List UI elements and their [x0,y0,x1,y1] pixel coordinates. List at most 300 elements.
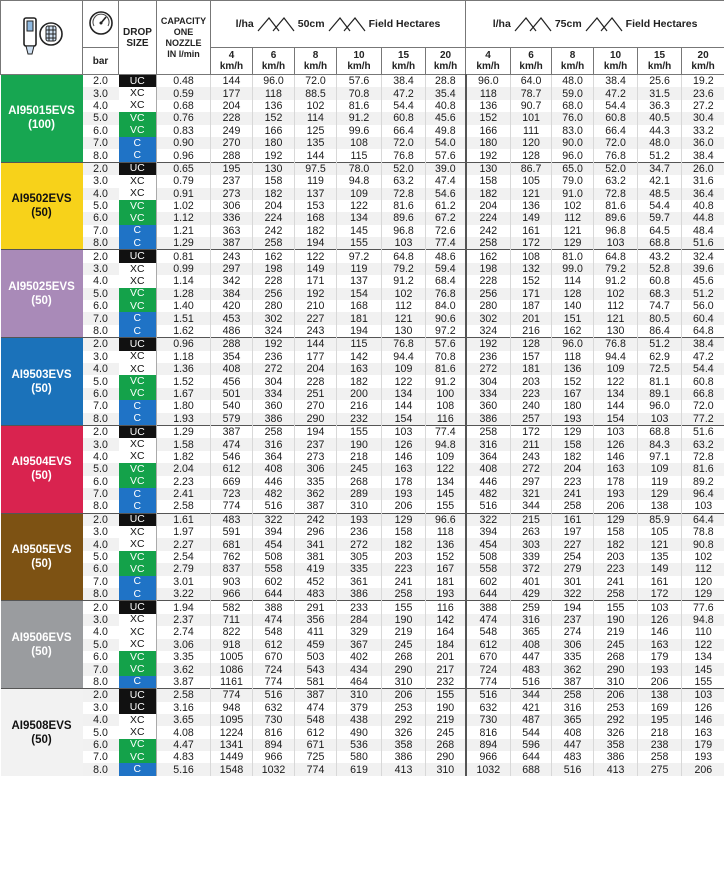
rate-cell: 421 [511,702,552,714]
rate-cell: 96.0 [638,400,682,412]
rate-cell: 84.0 [426,300,466,312]
rate-cell: 240 [511,400,552,412]
rate-cell: 216 [511,325,552,338]
rate-cell: 206 [594,500,638,513]
nozzle-mesh: (50) [31,470,52,483]
rate-cell: 193 [552,413,594,426]
pressure-cell: 6.0 [83,212,119,224]
rate-cell: 40.8 [426,100,466,112]
table-row [1,388,724,400]
rate-cell: 966 [466,751,511,763]
rate-cell: 263 [511,526,552,538]
rate-cell: 111 [511,125,552,137]
rate-cell: 64.4 [682,513,724,526]
rate-cell: 344 [511,689,552,702]
pressure-cell: 2.0 [83,75,119,88]
drop-size-badge: C [119,500,157,513]
table-row [1,125,724,137]
rate-cell: 275 [638,763,682,775]
rate-cell: 144 [594,400,638,412]
rate-cell: 193 [382,488,426,500]
rate-cell: 54.4 [682,363,724,375]
rate-cell: 516 [253,500,295,513]
rate-cell: 177 [211,87,253,99]
rate-cell: 81.0 [552,250,594,263]
rate-cell: 253 [594,702,638,714]
rate-cell: 258 [466,237,511,250]
capacity-cell: 1.80 [157,400,211,412]
rate-cell: 38.4 [382,75,426,88]
capacity-cell: 0.81 [157,250,211,263]
rate-cell: 194 [295,237,337,250]
table-row [1,137,724,149]
rate-cell: 79.2 [382,263,426,275]
rate-cell: 482 [466,488,511,500]
drop-size-badge: VC [119,463,157,475]
rate-cell: 136 [511,200,552,212]
rate-cell: 63.2 [594,175,638,187]
rate-cell: 474 [253,614,295,626]
rate-cell: 72.0 [594,137,638,149]
rate-cell: 70.8 [337,87,382,99]
pressure-cell: 4.0 [83,451,119,463]
rate-cell: 120 [682,576,724,588]
capacity-cell: 1.02 [157,200,211,212]
rate-cell: 144 [295,149,337,162]
capacity-cell: 1.67 [157,388,211,400]
rate-cell: 122 [426,463,466,475]
rate-cell: 218 [638,726,682,738]
rate-cell: 242 [466,225,511,237]
rate-cell: 245 [382,639,426,651]
capacity-cell: 2.58 [157,500,211,513]
rate-cell: 387 [295,500,337,513]
rate-cell: 136 [426,538,466,550]
rate-cell: 501 [211,388,253,400]
rate-cell: 63.2 [682,438,724,450]
rate-cell: 358 [382,739,426,751]
table-row [1,87,724,99]
nozzle-model-name: AI9508EVS [11,719,72,732]
pressure-cell: 8.0 [83,325,119,338]
rate-cell: 162 [552,325,594,338]
rate-cell: 360 [466,400,511,412]
rate-cell: 76.8 [382,338,426,351]
pressure-cell: 5.0 [83,463,119,475]
capacity-cell: 0.68 [157,100,211,112]
table-row [1,714,724,726]
rate-cell: 292 [594,714,638,726]
rate-cell: 558 [466,563,511,575]
capacity-cell: 4.83 [157,751,211,763]
rate-cell: 354 [211,351,253,363]
rate-cell: 192 [466,338,511,351]
rate-cell: 119 [638,476,682,488]
drop-size-badge: UC [119,601,157,614]
rate-cell: 223 [511,388,552,400]
rate-cell: 51.2 [638,149,682,162]
rate-cell: 179 [682,739,724,751]
rate-cell: 132 [511,263,552,275]
capacity-cell: 2.04 [157,463,211,475]
rate-cell: 602 [253,576,295,588]
drop-size-badge: VC [119,651,157,663]
gauge-icon [83,1,119,48]
rate-cell: 612 [295,726,337,738]
rate-cell: 129 [552,425,594,438]
nozzle-mesh: (50) [31,733,52,746]
rate-cell: 145 [337,225,382,237]
table-row [1,112,724,124]
rate-cell: 72.8 [594,188,638,200]
drop-size-badge: XC [119,639,157,651]
rate-cell: 42.1 [638,175,682,187]
pressure-cell: 5.0 [83,375,119,387]
rate-cell: 47.2 [382,87,426,99]
rate-cell: 408 [552,726,594,738]
rate-cell: 259 [511,601,552,614]
rate-cell: 364 [253,451,295,463]
rate-cell: 114 [552,275,594,287]
rate-cell: 47.2 [682,351,724,363]
rate-cell: 169 [638,702,682,714]
rate-cell: 966 [253,751,295,763]
rate-cell: 184 [426,639,466,651]
rate-cell: 258 [552,689,594,702]
rate-cell: 134 [682,651,724,663]
capacity-cell: 3.22 [157,588,211,601]
capacity-cell: 1.51 [157,312,211,324]
rate-cell: 302 [466,312,511,324]
rate-cell: 108 [337,137,382,149]
rate-cell: 57.6 [426,338,466,351]
rate-cell: 181 [426,576,466,588]
rate-cell: 644 [253,588,295,601]
rate-cell: 130 [382,325,426,338]
capacity-cell: 4.47 [157,739,211,751]
rate-cell: 182 [295,225,337,237]
rate-cell: 91.0 [552,188,594,200]
rate-cell: 116 [426,413,466,426]
rate-cell: 152 [552,375,594,387]
rate-cell: 401 [511,576,552,588]
rate-cell: 237 [552,614,594,626]
rate-cell: 669 [211,476,253,488]
rate-cell: 386 [594,751,638,763]
capacity-cell: 3.16 [157,702,211,714]
rate-cell: 197 [552,526,594,538]
drop-size-badge: UC [119,162,157,175]
rate-cell: 64.5 [638,225,682,237]
rate-cell: 612 [211,463,253,475]
drop-size-badge: C [119,325,157,338]
rate-cell: 91.2 [426,375,466,387]
rate-cell: 243 [211,250,253,263]
table-row [1,275,724,287]
rate-cell: 166 [253,125,295,137]
rate-cell: 110 [682,626,724,638]
rate-cell: 190 [426,702,466,714]
spacing-label-75: 75cm [554,17,582,30]
rate-cell: 103 [594,237,638,250]
rate-cell: 118 [466,87,511,99]
rate-cell: 89.2 [682,476,724,488]
rate-cell: 152 [511,275,552,287]
speed-header: 15 km/h [638,48,682,75]
rate-cell: 157 [511,351,552,363]
capacity-cell: 0.96 [157,149,211,162]
rate-cell: 447 [511,651,552,663]
rate-cell: 774 [466,676,511,689]
rate-cell: 241 [594,576,638,588]
drop-size-badge: XC [119,714,157,726]
rate-cell: 109 [426,451,466,463]
table-row [1,300,724,312]
rate-cell: 273 [295,451,337,463]
table-row [1,513,724,526]
rate-cell: 187 [511,300,552,312]
rate-cell: 903 [211,576,253,588]
nozzle-model-label [1,75,83,163]
table-row [1,175,724,187]
nozzle-mesh: (50) [31,294,52,307]
rate-cell: 126 [638,614,682,626]
rate-cell: 108 [426,400,466,412]
rate-cell: 342 [211,275,253,287]
rate-cell: 256 [253,288,295,300]
rate-cell: 112 [594,300,638,312]
rate-cell: 434 [337,663,382,675]
rate-cell: 151 [552,312,594,324]
rate-cell: 670 [253,651,295,663]
rate-cell: 66.4 [382,125,426,137]
rate-cell: 192 [253,149,295,162]
rate-cell: 62.9 [638,351,682,363]
rate-cell: 237 [211,175,253,187]
rate-cell: 762 [211,551,253,563]
rate-cell: 193 [426,588,466,601]
rate-cell: 38.4 [682,338,724,351]
rate-cell: 297 [511,476,552,488]
drop-size-badge: XC [119,188,157,200]
rate-cell: 236 [337,526,382,538]
table-row [1,476,724,488]
pressure-cell: 2.0 [83,513,119,526]
capacity-cell: 1.97 [157,526,211,538]
rate-cell: 136 [552,363,594,375]
rate-cell: 203 [511,375,552,387]
drop-size-badge: C [119,413,157,426]
drop-size-badge: VC [119,739,157,751]
pressure-cell: 7.0 [83,576,119,588]
capacity-cell: 1.62 [157,325,211,338]
rate-cell: 91.2 [382,275,426,287]
nozzle-model-name: AI9505EVS [11,544,72,557]
rate-cell: 270 [295,400,337,412]
rate-cell: 155 [337,237,382,250]
rate-cell: 388 [253,601,295,614]
rate-cell: 211 [511,438,552,450]
rate-cell: 39.0 [426,162,466,175]
rate-cell: 140 [552,300,594,312]
rate-cell: 190 [337,438,382,450]
rate-cell: 894 [466,739,511,751]
rate-cell: 335 [337,563,382,575]
rate-cell: 103 [382,237,426,250]
pressure-cell: 8.0 [83,500,119,513]
rate-cell: 237 [295,438,337,450]
rate-cell: 268 [382,651,426,663]
drop-size-badge: C [119,312,157,324]
rate-cell: 194 [295,425,337,438]
rate-cell: 171 [295,275,337,287]
rate-cell: 219 [594,626,638,638]
pressure-cell: 3.0 [83,438,119,450]
rate-cell: 548 [295,714,337,726]
rate-cell: 84.3 [638,438,682,450]
rate-cell: 241 [382,576,426,588]
rate-cell: 289 [337,488,382,500]
rate-cell: 268 [594,651,638,663]
rate-cell: 228 [466,275,511,287]
table-row [1,488,724,500]
rate-cell: 198 [253,263,295,275]
rate-cell: 121 [511,188,552,200]
rate-cell: 516 [552,763,594,775]
rate-cell: 297 [211,263,253,275]
rate-cell: 103 [594,425,638,438]
rate-cell: 232 [426,676,466,689]
rate-cell: 126 [682,702,724,714]
capacity-cell: 1.29 [157,425,211,438]
nozzle-mesh: (50) [31,207,52,220]
capacity-cell: 0.99 [157,263,211,275]
rate-cell: 67.2 [426,212,466,224]
rate-cell: 76.0 [552,112,594,124]
capacity-cell: 0.96 [157,338,211,351]
rate-cell: 256 [466,288,511,300]
pressure-cell: 5.0 [83,288,119,300]
table-row [1,551,724,563]
rate-cell: 94.8 [426,438,466,450]
rate-cell: 305 [337,551,382,563]
rate-cell: 329 [337,626,382,638]
pressure-cell: 5.0 [83,200,119,212]
rate-cell: 66.8 [682,388,724,400]
rate-cell: 429 [511,588,552,601]
rate-cell: 23.6 [682,87,724,99]
rate-cell: 79.2 [594,263,638,275]
rate-cell: 89.6 [382,212,426,224]
rate-cell: 103 [682,500,724,513]
rate-cell: 79.0 [552,175,594,187]
rate-cell: 632 [253,702,295,714]
rate-cell: 516 [511,676,552,689]
pressure-cell: 8.0 [83,763,119,775]
rate-cell: 163 [337,363,382,375]
pressure-cell: 3.0 [83,175,119,187]
rate-cell: 112 [382,300,426,312]
capacity-cell: 0.90 [157,137,211,149]
rate-cell: 322 [552,588,594,601]
pressure-cell: 3.0 [83,351,119,363]
rate-cell: 253 [382,702,426,714]
table-row [1,250,724,263]
table-row [1,212,724,224]
drop-size-badge: C [119,488,157,500]
rate-cell: 203 [594,551,638,563]
rate-cell: 464 [337,676,382,689]
rate-cell: 363 [211,225,253,237]
rate-cell: 508 [466,551,511,563]
rate-cell: 48.5 [638,188,682,200]
table-row [1,726,724,738]
rate-cell: 483 [552,751,594,763]
rate-cell: 236 [466,351,511,363]
rate-cell: 223 [382,563,426,575]
rate-cell: 128 [552,288,594,300]
capacity-cell: 2.54 [157,551,211,563]
rate-cell: 1095 [211,714,253,726]
rate-cell: 108 [511,250,552,263]
rate-cell: 77.4 [426,237,466,250]
table-row [1,263,724,275]
pressure-cell: 3.0 [83,614,119,626]
rate-cell: 486 [211,325,253,338]
rate-cell: 194 [552,601,594,614]
rate-cell: 243 [511,451,552,463]
rate-cell: 61.2 [426,200,466,212]
rate-cell: 102 [682,551,724,563]
rate-cell: 109 [594,363,638,375]
rate-cell: 116 [426,601,466,614]
rate-cell: 81.6 [337,100,382,112]
rate-cell: 1032 [253,763,295,775]
rate-cell: 158 [382,526,426,538]
pressure-cell: 8.0 [83,237,119,250]
rate-cell: 27.2 [682,100,724,112]
rate-cell: 155 [337,425,382,438]
capacity-cell: 0.91 [157,188,211,200]
rate-cell: 96.0 [466,75,511,88]
pressure-cell: 5.0 [83,639,119,651]
rate-cell: 730 [253,714,295,726]
capacity-cell: 3.06 [157,639,211,651]
drop-size-badge: VC [119,212,157,224]
rate-cell: 109 [638,463,682,475]
capacity-cell: 3.65 [157,714,211,726]
rate-cell: 81.1 [638,375,682,387]
rate-cell: 103 [382,425,426,438]
table-row [1,200,724,212]
rate-cell: 76.8 [426,288,466,300]
rate-cell: 129 [382,513,426,526]
rate-cell: 217 [426,663,466,675]
rate-cell: 582 [211,601,253,614]
capacity-cell: 2.23 [157,476,211,488]
rate-cell: 182 [594,538,638,550]
rate-cell: 304 [253,375,295,387]
rate-cell: 193 [638,663,682,675]
rate-cell: 558 [253,563,295,575]
table-row [1,425,724,438]
pressure-cell: 7.0 [83,312,119,324]
rate-cell: 536 [337,739,382,751]
capacity-cell: 1.14 [157,275,211,287]
rate-cell: 94.4 [382,351,426,363]
rate-cell: 516 [466,500,511,513]
rate-cell: 78.0 [337,162,382,175]
